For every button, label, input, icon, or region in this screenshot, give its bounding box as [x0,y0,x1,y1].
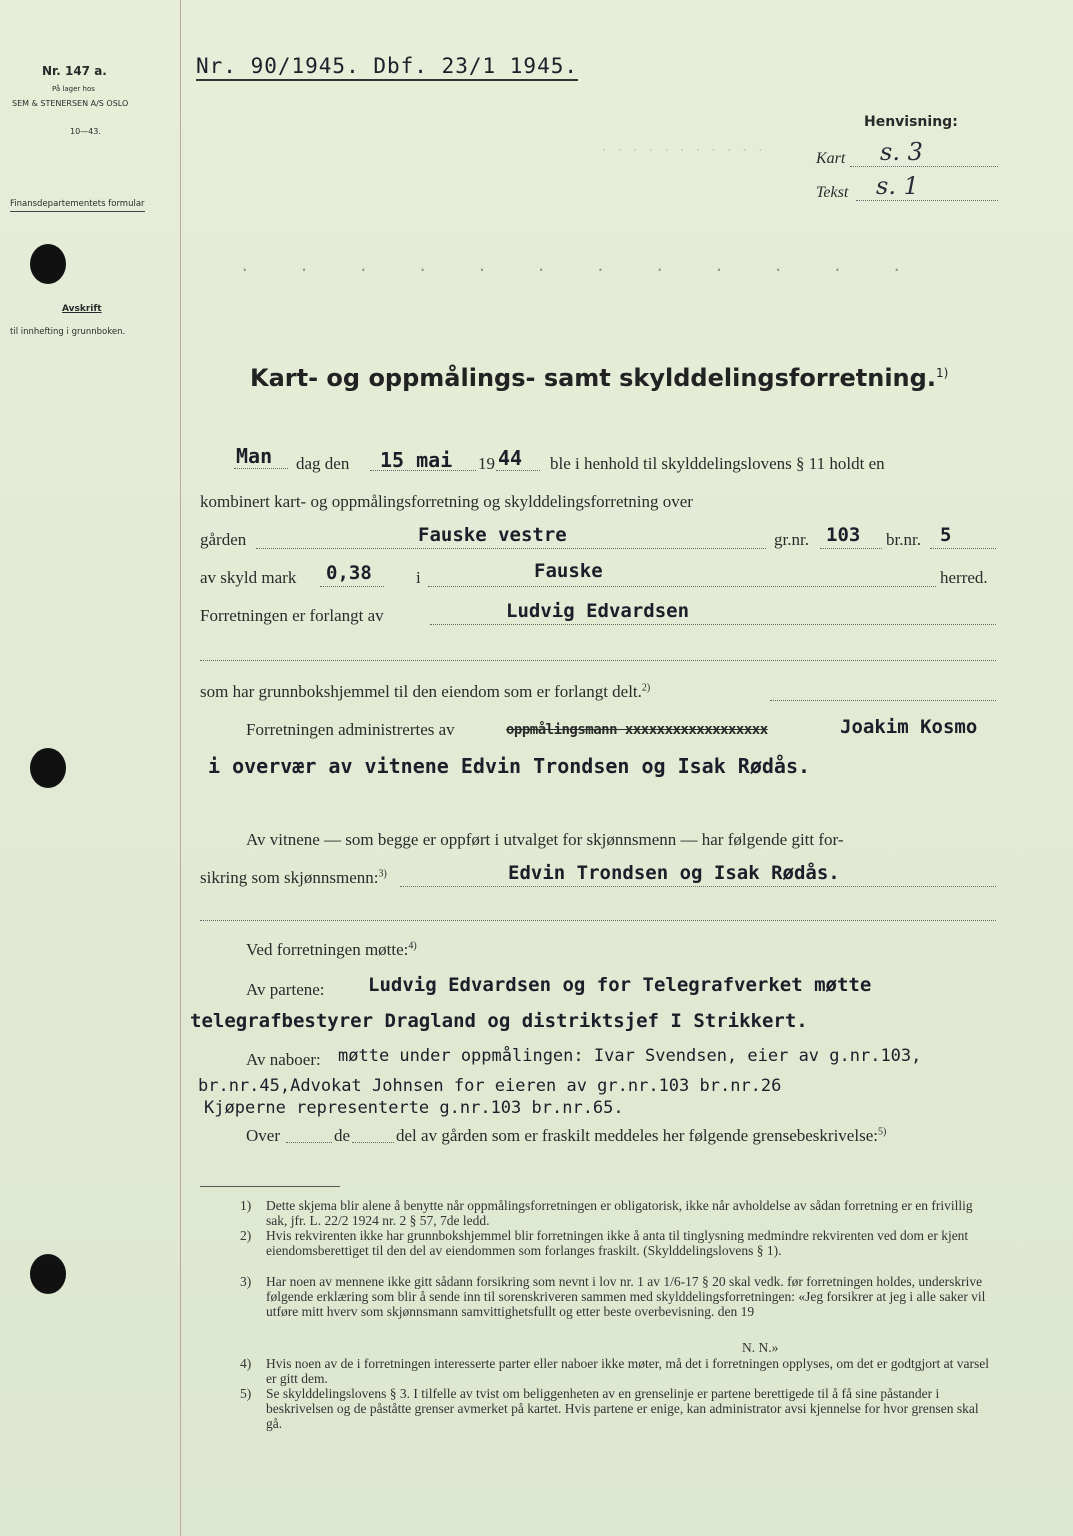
oath-note: 3) [378,868,387,880]
admin-label: Forretningen administrertes av [246,720,455,739]
footnote-1-mark: 1) [240,1198,252,1213]
herred-label: herred. [940,568,988,587]
herred-line [428,586,936,587]
neighbors-label: Av naboer: [246,1050,321,1069]
margin-rule [180,0,181,1536]
garden-line [256,548,766,549]
hjemmel-note: 2) [641,682,651,694]
footnote-4-mark: 4) [240,1356,252,1371]
punch-hole-middle [30,748,66,788]
footnote-4 [240,1356,996,1386]
tekst-value: s. 1 [876,172,919,200]
reference-label: Henvisning: [864,114,958,130]
over-dotline [286,1142,332,1143]
attended-wrap [246,940,417,960]
witness-line: i overvær av vitnene Edvin Trondsen og Isak Rødås. [208,754,811,778]
show-through-dots: . . . . . . . . . . . . [240,256,922,275]
blank-line-2 [200,920,996,921]
grnr-line [820,548,882,549]
date-line [370,470,476,471]
printer-date: 10—43. [70,127,101,136]
copy-purpose: til innhefting i grunnboken. [10,327,126,337]
footnote-5-mark: 5) [240,1386,252,1401]
oath-dotline [400,886,996,887]
attended-note: 4) [408,940,417,952]
copy-label: Avskrift [62,304,102,314]
title-note: 1) [935,366,949,380]
brnr-line [930,548,996,549]
footnote-2-mark: 2) [240,1228,252,1243]
dag-label: dag den [296,454,350,473]
footnote-3 [240,1274,996,1319]
admin-value: Joakim Kosmo [840,716,978,738]
skyld-label: av skyld mark [200,568,297,587]
document-title-text: Kart- og oppmålings- samt skylddelingsforretning. [250,364,936,392]
tekst-line [856,200,998,201]
footnote-rule [200,1186,340,1187]
oath-label: sikring som skjønnsmenn: [200,868,379,887]
footnote-2 [240,1228,996,1258]
footnote-3-text: Har noen av mennene ikke gitt sådann forsikring som nevnt i lov nr. 1 av 1/6-17 § 20 skal vedk. før forretningen holdes, underskrive følgende erklæring som blir å sende inn til sorenskriveren sammen med skylddelingsforretningen: «Jeg forsikrer at jeg i alle saker vil utføre mitt hverv som skjønnsmann samvittighetsfullt og etter beste overbevisning. den 19 [266,1274,986,1319]
year-line [496,470,540,471]
neighbors-value1: møtte under oppmålingen: Ivar Svendsen, eier av g.nr.103, [338,1046,922,1066]
footnote-1-text: Dette skjema blir alene å benytte når oppmålingsforretningen er obligatorisk, ikke når avholdelse av sådan forretning er en frivillig sak, jfr. L. 22/2 1924 nr. 2 § 57, 7de ledd. [266,1198,973,1228]
punch-hole-top [30,244,66,284]
oath-label-wrap [200,868,387,888]
document-reference: Nr. 90/1945. Dbf. 23/1 1945. [196,54,578,81]
weekday: Man [236,444,273,468]
garden-value: Fauske vestre [418,524,567,546]
admin-struck: oppmålingsmann xxxxxxxxxxxxxxxxxx [506,722,768,738]
footnote-3-mark: 3) [240,1274,252,1289]
line1-rest: ble i henhold til skylddelingslovens § 11 holdt en [550,454,885,473]
skyld-value: 0,38 [326,562,372,584]
oath-value: Edvin Trondsen og Isak Rødås. [508,862,840,884]
grnr-label: gr.nr. [774,530,809,549]
skyld-line [320,586,384,587]
garden-label: gården [200,530,247,549]
grnr-value: 103 [826,524,861,546]
show-through-ghost: . . . . . . . . . . . [600,140,765,155]
weekday-line [234,468,288,469]
hjemmel-dotline [770,700,996,701]
brnr-label: br.nr. [886,530,921,549]
form-source: Finansdepartementets formular [10,198,145,212]
printer-line2: SEM & STENERSEN A/S OSLO [12,99,129,108]
requested-line [430,624,996,625]
footnote-1 [240,1198,996,1228]
year-prefix: 19 [478,454,495,473]
requested-value: Ludvig Edvardsen [506,600,690,622]
parties-value2: telegrafbestyrer Dragland og distriktsjef I Strikkert. [190,1010,808,1032]
neighbors-value2: br.nr.45,Advokat Johnsen for eieren av gr.nr.103 br.nr.26 [198,1076,782,1096]
line2-text: kombinert kart- og oppmålingsforretning og skylddelingsforretning over [200,492,693,511]
date-value: 15 mai [380,448,453,472]
de-label: de [334,1126,351,1145]
del-line-wrap [396,1126,886,1146]
blank-line-1 [200,660,996,661]
printer-line1: På lager hos [52,85,95,93]
i-label: i [416,568,421,587]
attended-label: Ved forretningen møtte: [246,940,409,959]
document-title [250,364,948,392]
kart-label: Kart [816,150,846,167]
hjemmel-text: som har grunnbokshjemmel til den eiendom som er forlangt delt. [200,682,642,701]
footnote-2-text: Hvis rekvirenten ikke har grunnbokshjemmel blir forretningen ikke å anta til tinglysning medmindre rekvirenten ved dom er kjent eiendomsberettiget til den del av eiendommen som forlanges fraskilt. (Skylddelingslovens § 1). [266,1228,969,1258]
punch-hole-bottom [30,1254,66,1294]
parties-value1: Ludvig Edvardsen og for Telegrafverket møtte [368,974,872,996]
del-note: 5) [877,1126,887,1138]
del-line: del av gården som er fraskilt meddeles her følgende grensebeskrivelse: [396,1126,878,1145]
requested-label: Forretningen er forlangt av [200,606,384,625]
hjemmel-line [200,682,650,702]
over-label: Over [246,1126,280,1145]
herred-value: Fauske [534,560,603,582]
year-suffix: 44 [498,446,523,470]
kart-line [850,166,998,167]
footnote-4-text: Hvis noen av de i forretningen interesserte parter eller naboer ikke møter, må det i forretningen opplyses, om det er godtgjort at varsel er gitt dem. [266,1356,989,1386]
form-number: Nr. 147 a. [42,64,107,78]
footnote-3-signature: N. N.» [742,1340,779,1355]
footnote-5 [240,1386,996,1431]
neighbors-value3: Kjøperne representerte g.nr.103 br.nr.65. [204,1098,624,1118]
brnr-value: 5 [940,524,952,546]
footnote-5-text: Se skylddelingslovens § 3. I tilfelle av tvist om beliggenheten av en grenselinje er partene berettigede til å få sine påstander i beskrivelsen og de påståtte grenser avmerket på kartet. Hvis partene er enige, kan administrator avsi kjennelse for hvor grensen skal gå. [266,1386,979,1431]
oath-line1: Av vitnene — som begge er oppført i utvalget for skjønnsmenn — har følgende gitt for- [246,830,844,849]
de-dotline [352,1142,394,1143]
tekst-label: Tekst [816,184,849,201]
parties-label: Av partene: [246,980,325,999]
kart-value: s. 3 [880,138,923,166]
